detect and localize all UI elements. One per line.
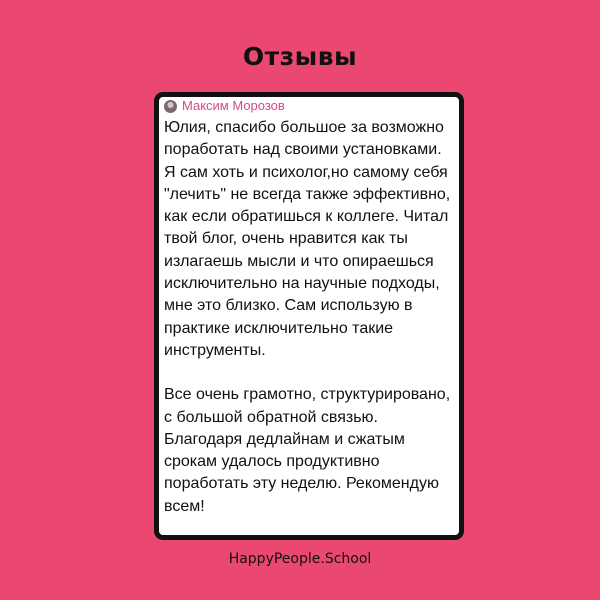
- review-text: [164, 117, 455, 518]
- user-avatar-icon: [164, 100, 177, 113]
- review-paragraph-2: Все очень грамотно, структурировано, с большой обратной связью. Благодаря дедлайнам и сжатым срокам удалось продуктивно поработать эту неделю. Рекомендую всем!: [164, 386, 451, 515]
- footer-brand: HappyPeople.School: [228, 551, 372, 567]
- review-card: [154, 92, 464, 540]
- page-title: Отзывы: [242, 42, 358, 71]
- review-author: [164, 98, 285, 114]
- author-name: Максим Морозов: [182, 98, 285, 113]
- review-paragraph-1: Юлия, спасибо большое за возможно поработать над своими установками. Я сам хоть и психолог,но самому себя "лечить" не всегда также эффективно, как если обратишься к коллеге. Читал твой блог, очень нравится как ты излагаешь мысли и что опираешься исключительно на научные подходы, мне это близко. Сам использую в практике исключительно такие инструменты.: [164, 119, 451, 359]
